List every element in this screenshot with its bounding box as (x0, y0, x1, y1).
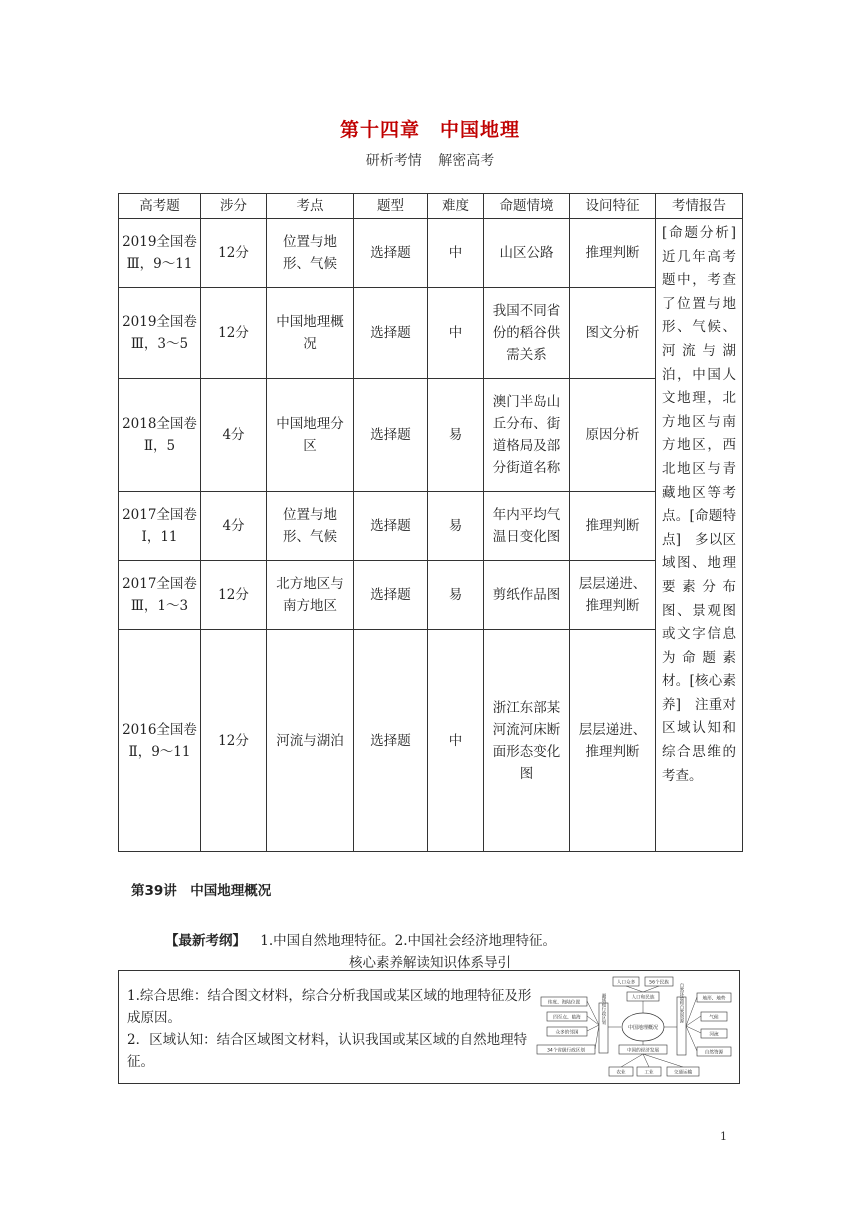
table-cell: 选择题 (354, 219, 428, 288)
table-cell: 2019全国卷Ⅲ，9～11 (119, 219, 201, 288)
table-cell: 中 (428, 630, 484, 852)
table-header-row (119, 194, 743, 219)
table-row (119, 219, 743, 288)
exam-outline (165, 929, 556, 949)
subtitle-part-2: 解密高考 (438, 153, 495, 169)
outline-label: 【最新考纲】 (165, 933, 246, 949)
km-right-3: 河流 (709, 1032, 719, 1038)
table-cell: 12分 (201, 630, 267, 852)
km-left-1: 纬度、海陆位置 (547, 1000, 581, 1006)
table-cell: 12分 (201, 219, 267, 288)
subtitle-part-1: 研析考情 (365, 153, 422, 169)
header-cell: 考情报告 (656, 194, 743, 219)
table-cell: 2019全国卷Ⅲ，3～5 (119, 288, 201, 379)
core-literacy-box (118, 970, 740, 1084)
table-cell: 北方地区与南方地区 (267, 561, 354, 630)
km-left-group: 疆域和行政区划 (601, 993, 606, 1025)
table-cell: 山区公路 (484, 219, 570, 288)
table-cell: 2018全国卷Ⅱ，5 (119, 379, 201, 492)
table-cell: 2017全国卷Ⅲ，1～3 (119, 561, 201, 630)
table-cell: 易 (428, 492, 484, 561)
header-cell: 题型 (354, 194, 428, 219)
table-cell: 选择题 (354, 492, 428, 561)
header-cell: 命题情境 (484, 194, 570, 219)
km-left-3: 众多的邻国 (555, 1030, 579, 1036)
table-row (119, 492, 743, 561)
table-cell: 12分 (201, 561, 267, 630)
table-cell: 推理判断 (570, 492, 656, 561)
km-left-2: 四至点、临海 (553, 1015, 581, 1021)
header-cell: 考点 (267, 194, 354, 219)
table-cell: 中 (428, 219, 484, 288)
table-cell: 位置与地形、气候 (267, 492, 354, 561)
km-right-1: 地形、地势 (702, 996, 726, 1002)
header-cell: 设问特征 (570, 194, 656, 219)
table-row (119, 379, 743, 492)
km-right-group: 自然环境和自然资源 (679, 983, 684, 1023)
knowledge-map-diagram (533, 975, 737, 1079)
km-right-2: 气候 (709, 1015, 719, 1021)
table-cell: 2016全国卷Ⅱ，9～11 (119, 630, 201, 852)
km-right-4: 自然资源 (704, 1050, 724, 1056)
table-cell: 选择题 (354, 561, 428, 630)
outline-text: 1.中国自然地理特征。2.中国社会经济地理特征。 (260, 933, 557, 949)
km-center: 中国地理概况 (627, 1025, 659, 1031)
table-cell: 中国地理分区 (267, 379, 354, 492)
exam-analysis-table (118, 193, 750, 852)
header-cell: 难度 (428, 194, 484, 219)
table-cell: 推理判断 (570, 219, 656, 288)
report-cell: [命题分析] 近几年高考题中，考查了位置与地形、气候、河流与湖泊，中国人文地理，北方地区与南方地区，西北地区与青藏地区等考点。[命题特点] 多以区域图、地理要素分布图、景观图或文字信息为命题素材。[核心素养] 注重对区域认知和综合思维的考查。 (656, 219, 743, 852)
table-cell: 剪纸作品图 (484, 561, 570, 630)
header-cell: 高考题 (119, 194, 201, 219)
table-cell: 4分 (201, 492, 267, 561)
literacy-item: 1.综合思维：结合图文材料，综合分析我国或某区域的地理特征及形成原因。 (127, 988, 532, 1026)
table-cell: 选择题 (354, 379, 428, 492)
table-cell: 图文分析 (570, 288, 656, 379)
literacy-text (127, 985, 535, 1073)
km-bottom-3: 交通运输 (673, 1070, 693, 1076)
table-cell: 河流与湖泊 (267, 630, 354, 852)
chapter-title: 第十四章 中国地理 (339, 119, 520, 141)
header-cell: 涉分 (201, 194, 267, 219)
km-top-1: 人口众多 (616, 980, 636, 986)
table-cell: 原因分析 (570, 379, 656, 492)
table-cell: 4分 (201, 379, 267, 492)
lesson-title: 第39讲 中国地理概况 (131, 883, 272, 899)
table-cell: 12分 (201, 288, 267, 379)
table-cell: 位置与地形、气候 (267, 219, 354, 288)
literacy-item: 2．区域认知：结合区域图文材料，认识我国或某区域的自然地理特征。 (127, 1032, 528, 1070)
table-cell: 选择题 (354, 288, 428, 379)
table-row (119, 561, 743, 630)
table-cell: 选择题 (354, 630, 428, 852)
table-cell: 我国不同省份的稻谷供需关系 (484, 288, 570, 379)
chapter-subtitle (0, 150, 860, 170)
page-number: 1 (720, 1130, 727, 1143)
table-cell: 易 (428, 561, 484, 630)
table-row (119, 288, 743, 379)
table-cell: 中 (428, 288, 484, 379)
km-bottom-1: 农业 (616, 1070, 626, 1076)
km-top-mid: 人口和民族 (631, 995, 655, 1001)
table-cell: 年内平均气温日变化图 (484, 492, 570, 561)
table-cell: 层层递进、推理判断 (570, 561, 656, 630)
table-cell: 浙江东部某河流河床断面形态变化图 (484, 630, 570, 852)
table-cell: 易 (428, 379, 484, 492)
table-cell: 层层递进、推理判断 (570, 630, 656, 852)
km-top-2: 56个民族 (649, 980, 669, 986)
km-left-4: 34个省级行政区划 (546, 1048, 586, 1054)
table-cell: 中国地理概况 (267, 288, 354, 379)
km-bottom-mid: 中国的经济发展 (626, 1048, 660, 1054)
table-cell: 2017全国卷Ⅰ，11 (119, 492, 201, 561)
guide-title: 核心素养解读知识体系导引 (349, 955, 511, 971)
table-row (119, 630, 743, 852)
km-bottom-2: 工业 (644, 1070, 654, 1076)
table-cell: 澳门半岛山丘分布、街道格局及部分街道名称 (484, 379, 570, 492)
